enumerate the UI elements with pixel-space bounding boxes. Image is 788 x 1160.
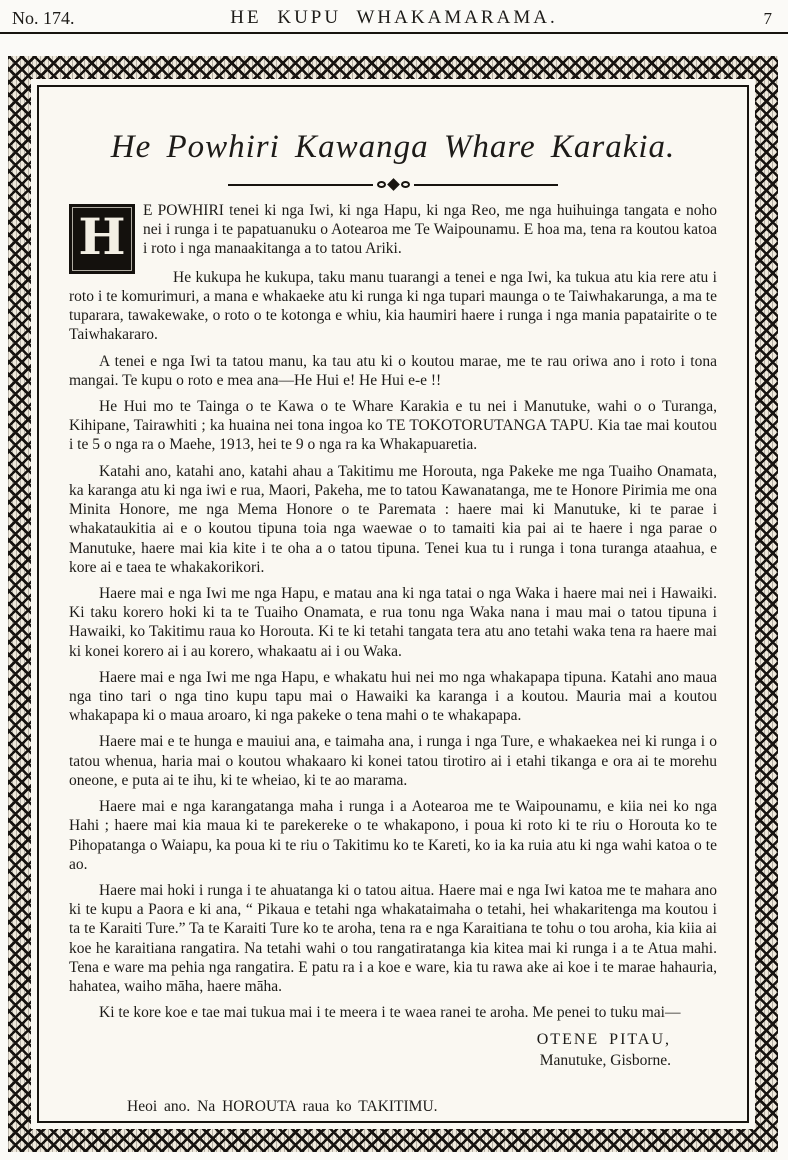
- paragraph: Haere mai e nga Iwi me nga Hapu, e matau ana ki nga tatai o nga Waka i haere mai nei i Hawaiki. Ki taku korero hoki ki ta te Tuaiho Onamata, e rua tonu nga Waka nana i mau mai o tatou tipuna i Hawaiki, ko Takitimu raua ko Horouta. Ki te ki tetahi tangata tera atu ano tetahi waka tena ra haere mai ki konei korero ai i au korero, whakaatu ai i ou Waka.: [69, 584, 717, 660]
- paragraph: Haere mai e nga karangatanga maha i runga i a Aotearoa me te Waipounamu, e kiia nei ko nga Hahi ; haere mai kia maua ki te parekereke o te whakapono, i poua ki roto ki te riu o Horouta ko te Pihopatanga o Waiapu, ka poua ki te riu o Takitimu ko te Kareti, ko ia ka ruia atu ki nga wahi katoa o te ao.: [69, 798, 717, 873]
- content-area: [37, 85, 749, 1123]
- drop-cap-initial: H: [69, 204, 135, 274]
- divider-rule-left: [228, 184, 373, 186]
- closing-paragraph: Ki te kore koe e tae mai tukua mai i te meera i te waea ranei te aroha. Me penei to tuku mai—: [99, 1004, 681, 1022]
- title-divider: [228, 180, 558, 189]
- paragraph: He Hui mo te Tainga o te Kawa o te Whare Karakia e tu nei i Manutuke, wahi o o Turanga, Kihipane, Tairawhiti ; ka huaina nei tona ingoa ko TE TOKOTORUTANGA TAPU. Kia tae mai koutou i te 5 o nga ra o Maehe, 1913, hei te 9 o nga ra ka Whakapuaretia.: [69, 397, 717, 454]
- divider-ornament-icon: [373, 180, 414, 189]
- paragraph: He kukupa he kukupa, taku manu tuarangi a tenei e nga Iwi, ka tukua atu kia rere atu i roto i te komurimuri, a mana e whakaeke atu ki runga ki nga tupari maunga o te Taiwhakarunga, a ma te tuparara, tawakewake, o roto o te kotonga e whiu, kia haumiri haere i runga i nga mania papatairite o te Taiwhakararo.: [69, 268, 717, 344]
- ornamental-border: [8, 56, 778, 1152]
- paragraph: Haere mai e nga Iwi me nga Hapu, e whakatu hui nei mo nga whakapapa tipuna. Katahi ano maua nga tino tari o nga tino kupu tapu mai o Hawaiki ka karanga i a koutou. Mauria mai a koutou whakapapa ki o maua aroaro, ki nga pakeke o tena mahi o te whakapapa.: [69, 668, 717, 725]
- article-body: [69, 201, 717, 1116]
- page-header: [0, 0, 788, 34]
- article-title: He Powhiri Kawanga Whare Karakia.: [110, 129, 676, 165]
- signature-location: Manutuke, Gisborne.: [539, 1052, 671, 1070]
- footer-line: Heoi ano. Na HOROUTA raua ko TAKITIMU.: [127, 1097, 438, 1115]
- paragraph: Haere mai hoki i runga i te ahuatanga ki o tatou aitua. Haere mai e nga Iwi katoa me te mahara ano ki te kupu a Paora e ki ana, “ Pikaua e tetahi nga whakataimaha o tetahi, hei whakaritenga ma koutou i ta te Karaiti Ture.” Ta te Karaiti Ture ko te aroha, tena ra e nga Karaitiana te tohu o tou aroha, kia kiia ai koe he karaitiana rangatira. Na tetahi wahi o tou rangatiratanga kia kitea mai ki runga i a te Atua mahi. Tena e ware ma pehia nga rangatira. E patu ra i a koe e ware, kia tu rawa ake ai koe i te marae hahauria, hahatea, waiho māha, haere māha.: [69, 882, 717, 996]
- page-number: 7: [763, 9, 772, 28]
- signature-name: OTENE PITAU,: [536, 1030, 671, 1048]
- paragraph: A tenei e nga Iwi ta tatou manu, ka tau atu ki o koutou marae, me te rau oriwa ano i roto i tona mangai. Te kupu o roto e mea ana—He Hui e! He Hui e-e !!: [69, 352, 717, 389]
- issue-number: No. 174.: [12, 8, 75, 28]
- paragraph: Haere mai e te hunga e mauiui ana, e taimaha ana, i runga i nga Ture, e whakaekea nei ki runga i o tatou whenua, haria mai o koutou whakaaro ki konei tatou tirotiro ai i etahi tikanga e ora ai te morehu oneone, e puta ai te ihu, ki te wheiao, ki te ao marama.: [69, 733, 717, 789]
- masthead-title: HE KUPU WHAKAMARAMA.: [230, 7, 558, 28]
- border-gap: [31, 79, 755, 1129]
- lead-paragraph: [69, 201, 717, 266]
- signature-block: [69, 1030, 717, 1071]
- paragraph: Katahi ano, katahi ano, katahi ahau a Takitimu me Horouta, nga Pakeke me nga Tuaiho Onamata, ka karanga atu ki nga iwi e rua, Maori, Pakeha, me to tatou Kawanatanga, me te Honore Pirimia me ona Minita Honore, me nga Mema Honore o te Paremata : haere mai ki Manutuke, ki te parae i whakataukitia ai e o koutou tipuna toia nga waewae o to tamaiti kia pai ai te haere i nga parae o Manutuke, haere mai kia kite i te oha a o tatou tipuna. Tenei kua tu i runga i tona turanga ataahua, e kore ai e taea te whakakorikori.: [69, 462, 717, 576]
- divider-rule-right: [414, 184, 559, 186]
- lead-paragraph-text: E POWHIRI tenei ki nga Iwi, ki nga Hapu, ki nga Reo, me nga huihuinga tangata e noho nei i runga i te papatuanuku o Aotearoa me Te Waipounamu. E hoa ma, tena ra koutou katoa i roto i nga manaakitanga a to tatou Ariki.: [143, 202, 717, 258]
